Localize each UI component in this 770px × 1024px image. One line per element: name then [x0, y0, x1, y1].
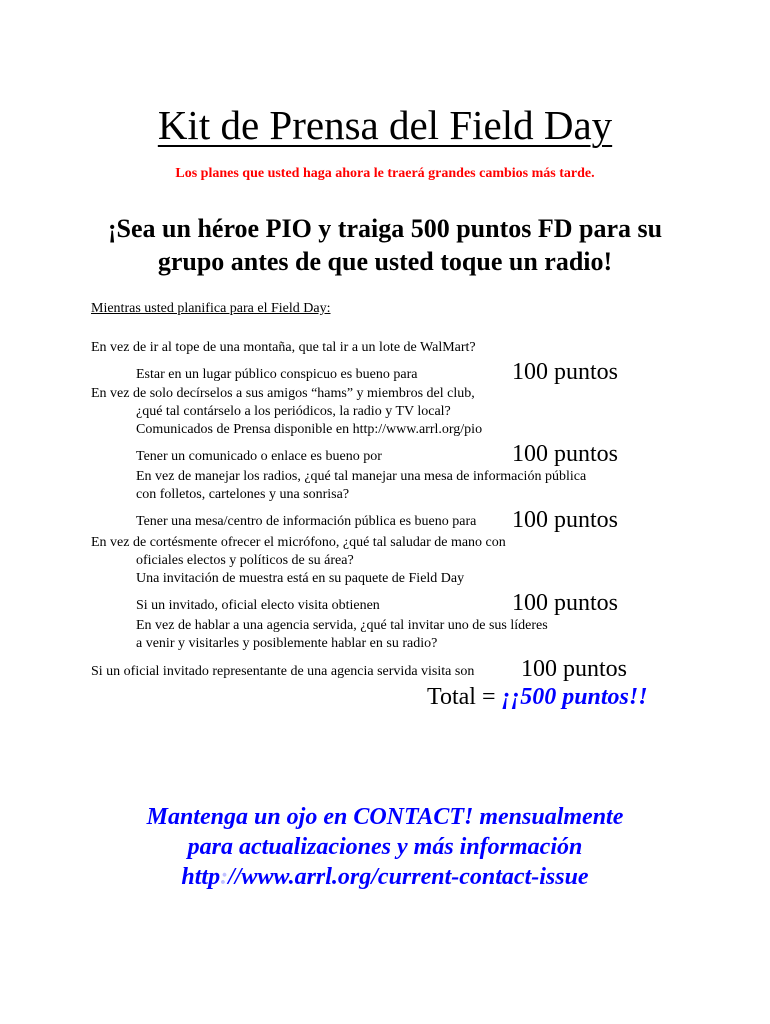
footer-url-colon: : — [220, 864, 229, 890]
intro-text: Mientras usted planifica para el Field Day: — [91, 301, 331, 316]
item-5-points: 100 puntos — [521, 656, 628, 682]
headline — [0, 212, 770, 278]
total — [427, 684, 648, 711]
item-4-result: Si un invitado, oficial electo visita obtienen — [136, 598, 380, 613]
subtitle: Los planes que usted haga ahora le traerá grandes cambios más tarde. — [175, 166, 595, 181]
item-4-line-1: En vez de cortésmente ofrecer el micrófono, ¿qué tal saludar de mano con — [91, 535, 506, 550]
item-5-line-2: a venir y visitarles y posiblemente hablar en su radio? — [136, 636, 438, 651]
headline-line-2: grupo antes de que usted toque un radio! — [157, 247, 613, 276]
item-3-line-2: con folletos, cartelones y una sonrisa? — [136, 487, 350, 502]
footer-url-link[interactable] — [0, 862, 770, 892]
footer-line-1: Mantenga un ojo en CONTACT! mensualmente — [146, 804, 624, 830]
total-label: Total = — [427, 684, 502, 710]
item-4-line-2: oficiales electos y políticos de su área? — [136, 553, 354, 568]
item-2-result: Tener un comunicado o enlace es bueno por — [136, 449, 382, 464]
total-value: ¡¡500 puntos!! — [501, 684, 648, 710]
item-1-result: Estar en un lugar público conspicuo es bueno para — [136, 367, 418, 382]
item-5-line-1: En vez de hablar a una agencia servida, ¿qué tal invitar uno de sus líderes — [136, 618, 548, 633]
item-5-result: Si un oficial invitado representante de una agencia servida visita son — [91, 664, 475, 679]
page-title-text: Kit de Prensa del Field Day — [157, 102, 613, 148]
item-1-line-1: En vez de ir al tope de una montaña, que tal ir a un lote de WalMart? — [91, 340, 476, 355]
footer-url-scheme: http — [181, 864, 221, 890]
item-1-points: 100 puntos — [512, 359, 619, 385]
item-3-result: Tener una mesa/centro de información pública es bueno para — [136, 514, 477, 529]
footer-line-2: para actualizaciones y más información — [187, 834, 583, 860]
item-2-line-1: En vez de solo decírselos a sus amigos “hams” y miembros del club, — [91, 386, 475, 401]
item-4-points: 100 puntos — [512, 590, 619, 616]
item-2-line-3: Comunicados de Prensa disponible en http://www.arrl.org/pio — [136, 422, 483, 437]
footer-url-path: //www.arrl.org/current-contact-issue — [228, 864, 589, 890]
item-3-line-1: En vez de manejar los radios, ¿qué tal manejar una mesa de información pública — [136, 469, 587, 484]
headline-line-1: ¡Sea un héroe PIO y traiga 500 puntos FD para su — [107, 214, 663, 243]
page-title — [0, 100, 770, 150]
item-2-points: 100 puntos — [512, 441, 619, 467]
item-3-points: 100 puntos — [512, 507, 619, 533]
item-4-line-3: Una invitación de muestra está en su paquete de Field Day — [136, 571, 465, 586]
item-2-line-2: ¿qué tal contárselo a los periódicos, la radio y TV local? — [136, 404, 451, 419]
